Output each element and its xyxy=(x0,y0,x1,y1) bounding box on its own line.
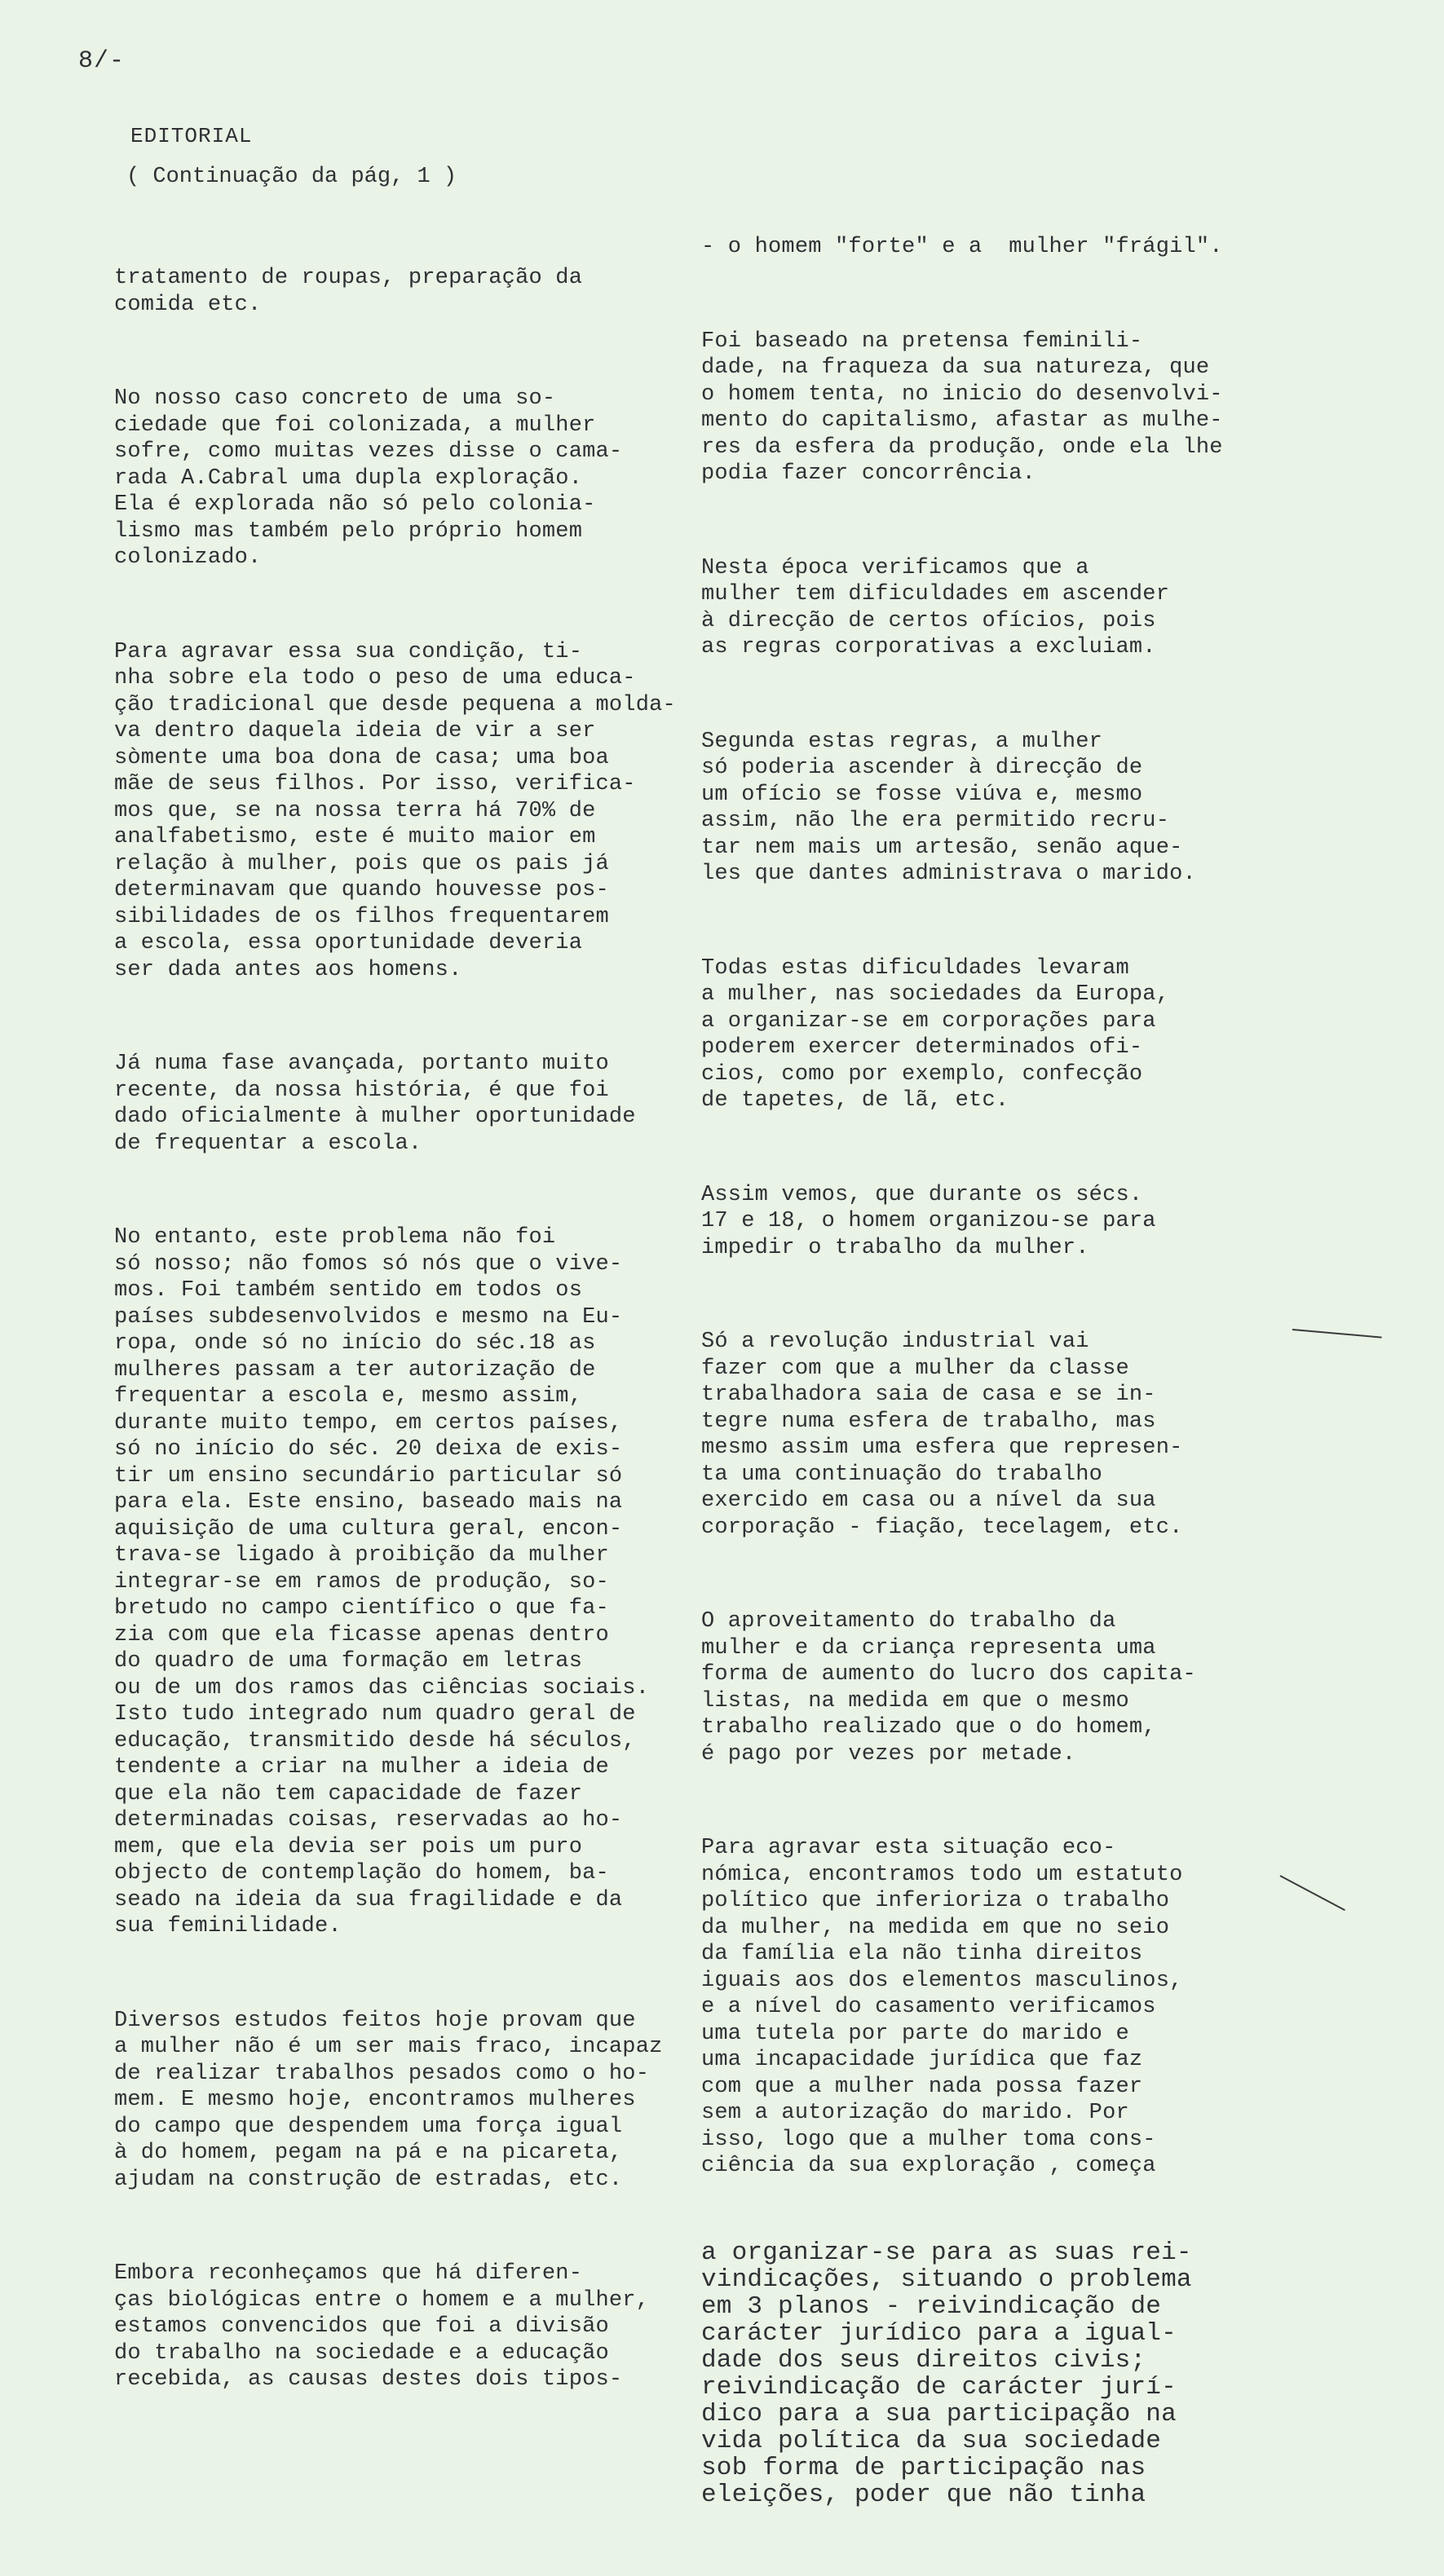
left-paragraph-4: Já numa fase avançada, portanto muito recente, da nossa história, é que foi dado oficialmente à mulher oportunidade de frequentar a escola. xyxy=(114,1052,636,1156)
section-heading: EDITORIAL xyxy=(130,124,253,148)
right-paragraph-4: Segunda estas regras, a mulher só poderia ascender à direcção de um ofício se fosse viúva e, mesmo assim, não lhe era permitido recru- tar nem mais um artesão, senão aque- les que dantes administrava o marido. xyxy=(701,729,1196,886)
right-paragraph-2: Foi baseado na pretensa feminili- dade, na fraqueza da sua natureza, que o homem tenta, no inicio do desenvolvi- mento do capitalismo, afastar as mulhe- res da esfera da produção, onde ela lhe podia fazer concorrência. xyxy=(701,329,1223,486)
right-column xyxy=(701,181,1321,2576)
right-paragraph-final: a organizar-se para as suas rei- vindicações, situando o problema em 3 planos - reivindicação de carácter jurídico para a igual- dade dos seus direitos civis; reivindicação de carácter jurí- dico para a sua participação na vida política da sua sociedade sob forma de participação nas eleições, poder que não tinha xyxy=(701,2238,1192,2509)
right-paragraph-5: Todas estas dificuldades levaram a mulher, nas sociedades da Europa, a organizar-se em corporações para poderem exercer determinados ofi- cios, como por exemplo, confecção de tapetes, de lã, etc. xyxy=(701,955,1170,1113)
right-paragraph-7: Só a revolução industrial vai fazer com que a mulher da classe trabalhadora saia de casa e se in- tegre numa esfera de trabalho, mas mesmo assim uma esfera que represen- ta uma continuação do trabalho exercido em casa ou a nível da sua corporação - fiação, tecelagem, etc. xyxy=(701,1330,1183,1540)
left-paragraph-3: Para agravar essa sua condição, ti- nha sobre ela todo o peso de uma educa- ção tradicional que desde pequena a molda- va dentro daquela ideia de vir a ser sòmente uma boa dona de casa; uma boa mãe de seus filhos. Por isso, verifica- mos que, se na nossa terra há 70% de analfabetismo, este é muito maior em relação à mulher, pois que os pais já determinavam que quando houvesse pos- sibilidades de os filhos frequentarem a escola, essa oportunidade deveria ser dada antes aos homens. xyxy=(114,639,676,982)
left-paragraph-1: tratamento de roupas, preparação da comida etc. xyxy=(114,266,583,317)
page-number: 8/- xyxy=(78,47,126,75)
left-paragraph-6: Diversos estudos feitos hoje provam que a mulher não é um ser mais fraco, incapaz de realizar trabalhos pesados como o ho- mem. E mesmo hoje, encontramos mulheres do campo que despendem uma força igual à do homem, pegam na pá e na picareta, ajudam na construção de estradas, etc. xyxy=(114,2008,663,2192)
right-paragraph-9: Para agravar esta situação eco- nómica, encontramos todo um estatuto político que inferioriza o trabalho da mulher, na medida em que no seio da família ela não tinha direitos iguais aos dos elementos masculinos, e a nível do casamento verificamos uma tutela por parte do marido e uma incapacidade jurídica que faz com que a mulher nada possa fazer sem a autorização do marido. Por isso, logo que a mulher toma cons- ciência da sua exploração , começa xyxy=(701,1836,1183,2178)
right-paragraph-3: Nesta época verificamos que a mulher tem dificuldades em ascender à direcção de certos ofícios, pois as regras corporativas a excluiam. xyxy=(701,555,1170,659)
right-paragraph-6: Assim vemos, que durante os sécs. 17 e 18, o homem organizou-se para impedir o trabalho da mulher. xyxy=(701,1182,1156,1260)
right-paragraph-8: O aproveitamento do trabalho da mulher e da criança representa uma forma de aumento do lucro dos capita- listas, na medida em que o mesmo trabalho realizado que o do homem, é pago por vezes por metade. xyxy=(701,1609,1196,1767)
right-paragraph-1: - o homem "forte" e a mulher "frágil". xyxy=(701,235,1223,259)
left-paragraph-5: No entanto, este problema não foi só nosso; não fomos só nós que o vive- mos. Foi também sentido em todos os países subdesenvolvidos e mesmo na Eu- ropa, onde só no início do séc.18 as mulheres passam a ter autorização de frequentar a escola e, mesmo assim, durante muito tempo, em certos países, só no início do séc. 20 deixa de exis- tir um ensino secundário particular só para ela. Este ensino, baseado mais na aquisição de uma cultura geral, encon- trava-se ligado à proibição da mulher integrar-se em ramos de produção, so- bretudo no campo científico o que fa- zia com que ela ficasse apenas dentro do quadro de uma formação em letras ou de um dos ramos das ciências sociais. Isto tudo integrado num quadro geral de educação, transmitido desde há séculos, tendente a criar na mulher a ideia de que ela não tem capacidade de fazer determinadas coisas, reservadas ao ho- mem, que ela devia ser pois um puro objecto de contemplação do homem, ba- seado na ideia da sua fragilidade e da sua feminilidade. xyxy=(114,1225,650,1939)
left-paragraph-7: Embora reconheçamos que há diferen- ças biológicas entre o homem e a mulher, estamos convencidos que foi a divisão do trabalho na sociedade e a educação recebida, as causas destes dois tipos- xyxy=(114,2261,650,2392)
left-paragraph-2: No nosso caso concreto de uma so- ciedade que foi colonizada, a mulher sofre, como muitas vezes disse o cama- rada A.Cabral uma dupla exploração. Ela é explorada não só pelo colonia- lismo mas também pelo próprio homem colonizado. xyxy=(114,386,623,570)
left-column xyxy=(114,212,734,2461)
continuation-note: ( Continuação da pág, 1 ) xyxy=(126,165,457,189)
